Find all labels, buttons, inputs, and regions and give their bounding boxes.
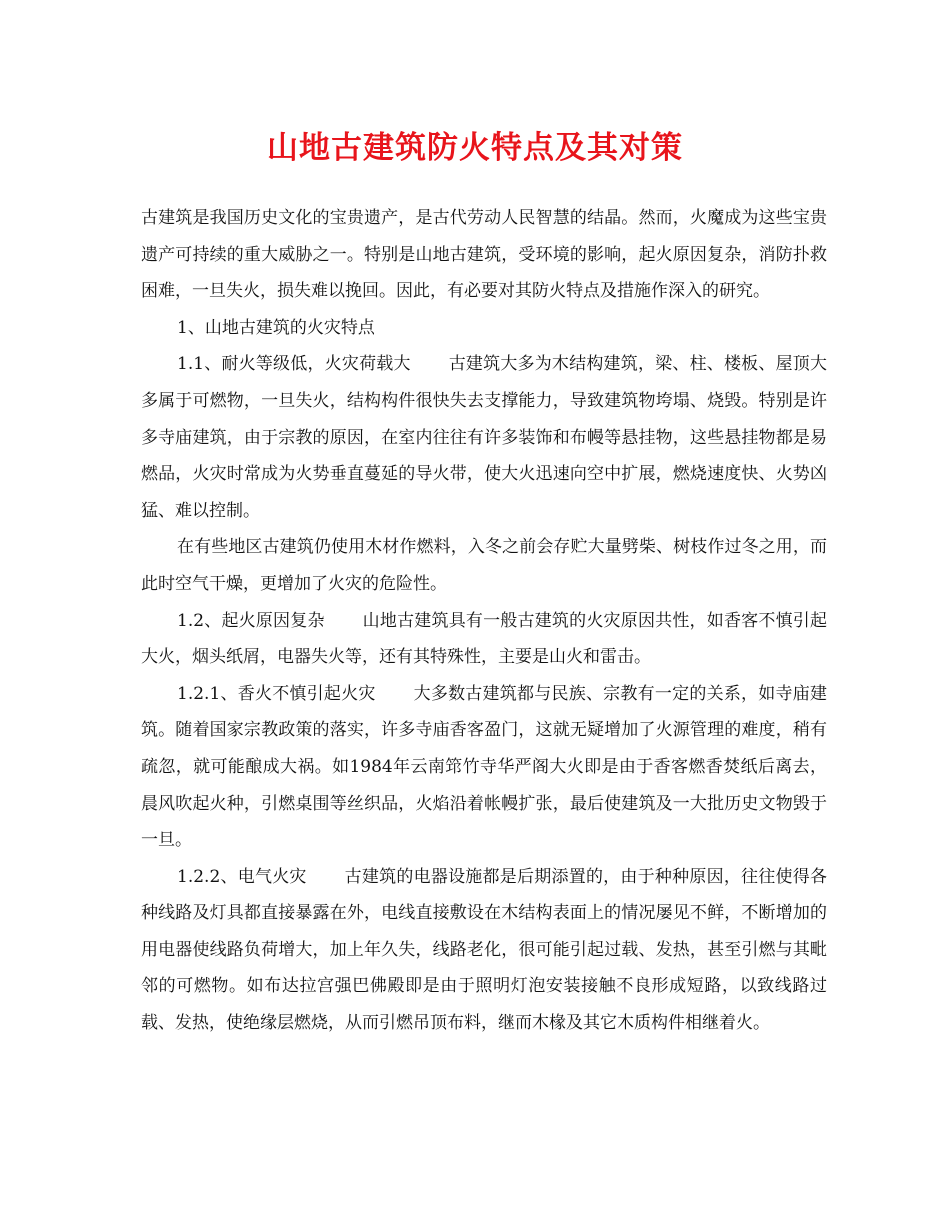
paragraph-text: 在有些地区古建筑仍使用木材作燃料，入冬之前会存贮大量劈柴、树枝作过冬之用，而此时空气干燥，更增加了火灾的危险性。	[141, 537, 827, 594]
section-heading-text: 1、山地古建筑的火灾特点	[177, 317, 375, 338]
subsection-heading: 1.1、耐火等级低，火灾荷载大	[177, 354, 411, 375]
body-paragraph	[141, 529, 827, 602]
paragraph-text: 古建筑的电器设施都是后期添置的，由于种种原因，往往使得各种线路及灯具都直接暴露在外，电线直接敷设在木结构表面上的情况屡见不鲜，不断增加的用电器使线路负荷增大，加上年久失，线路老化，很可能引起过载、发热，甚至引燃与其毗邻的可燃物。如布达拉宫强巴佛殿即是由于照明灯泡安装接触不良形成短路，以致线路过载、发热，使绝缘层燃烧，从而引燃吊顶布料，继而木椽及其它木质构件相继着火。	[141, 866, 827, 1034]
subsection-paragraph-1-2-2	[141, 859, 827, 1042]
subsection-heading: 1.2.2、电气火灾	[177, 866, 307, 887]
subsection-paragraph-1-2-1	[141, 676, 827, 859]
subsection-heading: 1.2、起火原因复杂	[177, 610, 325, 631]
paragraph-text: 大多数古建筑都与民族、宗教有一定的关系，如寺庙建筑。随着国家宗教政策的落实，许多寺庙香客盈门，这就无疑增加了火源管理的难度，稍有疏忽，就可能酿成大祸。如1984年云南筇竹寺华严阁大火即是由于香客燃香焚纸后离去，晨风吹起火种，引燃桌围等丝织品，火焰沿着帐幔扩张，最后使建筑及一大批历史文物毁于一旦。	[141, 683, 827, 851]
subsection-paragraph-1-1	[141, 346, 827, 529]
document-body	[141, 200, 827, 1042]
document-title: 山地古建筑防火特点及其对策	[267, 130, 683, 166]
subsection-paragraph-1-2	[141, 603, 827, 676]
section-heading-paragraph	[141, 310, 827, 347]
paragraph-text: 古建筑是我国历史文化的宝贵遗产，是古代劳动人民智慧的结晶。然而，火魔成为这些宝贵遗产可持续的重大威胁之一。特别是山地古建筑，受环境的影响，起火原因复杂，消防扑救困难，一旦失火，损失难以挽回。因此，有必要对其防火特点及措施作深入的研究。	[141, 208, 827, 302]
intro-paragraph	[141, 200, 827, 310]
paragraph-text: 古建筑大多为木结构建筑，梁、柱、楼板、屋顶大多属于可燃物，一旦失火，结构构件很快失去支撑能力，导致建筑物垮塌、烧毁。特别是许多寺庙建筑，由于宗教的原因，在室内往往有许多装饰和布幔等悬挂物，这些悬挂物都是易燃品，火灾时常成为火势垂直蔓延的导火带，使大火迅速向空中扩展，燃烧速度快、火势凶猛、难以控制。	[141, 354, 827, 521]
paragraph-text: 山地古建筑具有一般古建筑的火灾原因共性，如香客不慎引起大火，烟头纸屑，电器失火等，还有其特殊性，主要是山火和雷击。	[141, 610, 827, 668]
subsection-heading: 1.2.1、香火不慎引起火灾	[177, 683, 376, 704]
